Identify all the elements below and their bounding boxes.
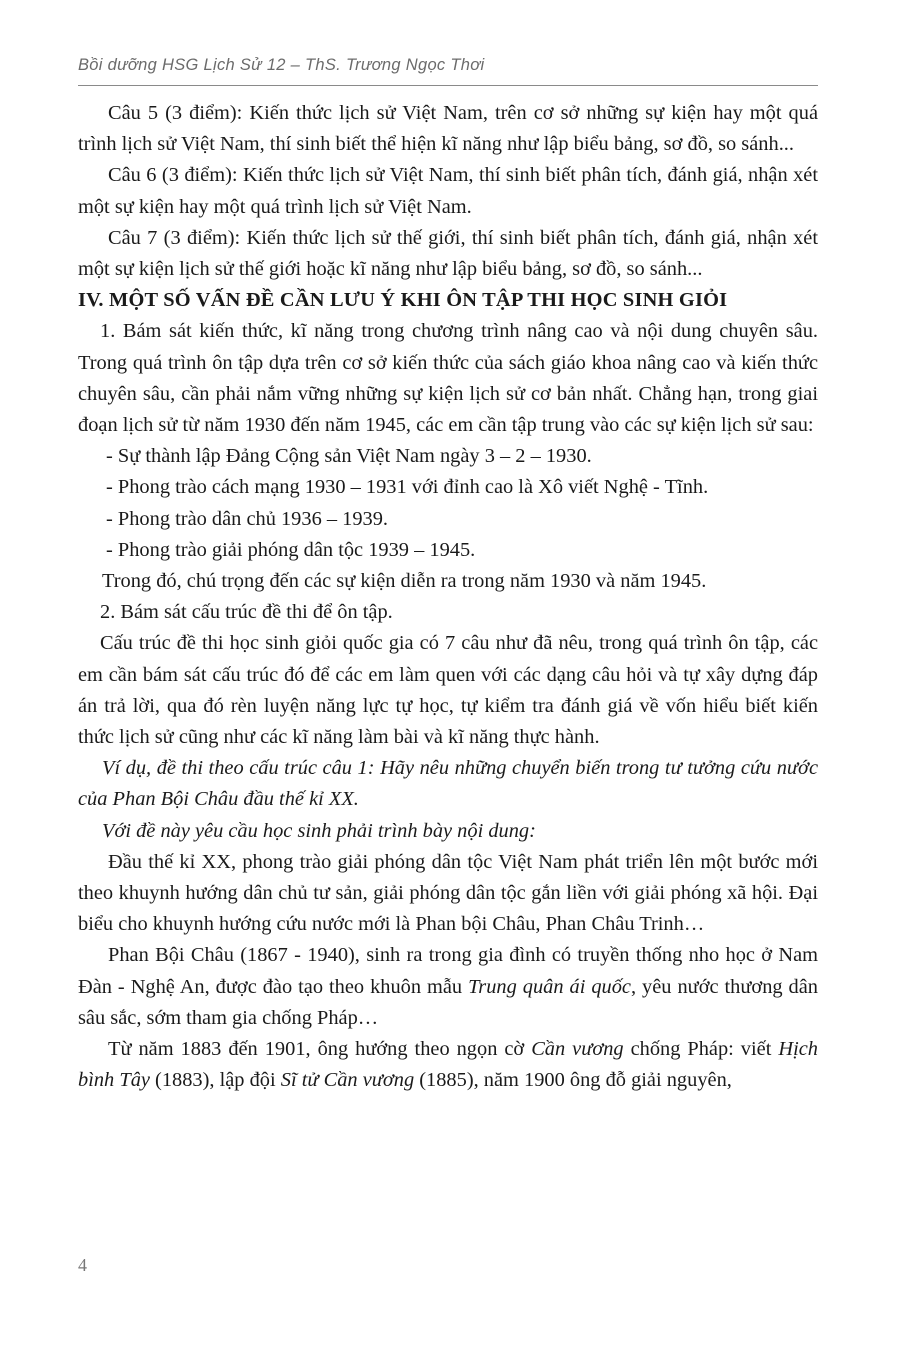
paragraph-cau-5: Câu 5 (3 điểm): Kiến thức lịch sử Việt Nam, trên cơ sở những sự kiện hay một quá trình lịch sử Việt Nam, thí sinh biết thể hiện kĩ năng như lập biểu bảng, sơ đồ, so sánh... [78, 102, 818, 156]
text-run: chống Pháp: viết [623, 1038, 779, 1061]
text-run: Phan Bội Châu (1867 - 1940), sinh ra trong gia đình có truyền thống nho học ở Nam Đàn - Nghệ An, được đào tạo theo khuôn mẫu [78, 944, 818, 998]
list-item: - Phong trào dân chủ 1936 – 1939. [106, 507, 389, 530]
paragraph-example: Ví dụ, đề thi theo cấu trúc câu 1: Hãy nêu những chuyển biến trong tư tưởng cứu nước của Phan Bội Châu đầu thế kỉ XX. [78, 757, 818, 811]
page-body [78, 98, 818, 1097]
text-run: (1883), lập đội [149, 1069, 281, 1092]
paragraph-cau-7: Câu 7 (3 điểm): Kiến thức lịch sử thế giới, thí sinh biết phân tích, đánh giá, nhận xét một sự kiện lịch sử thế giới hoặc kĩ năng như lập biểu bảng, sơ đồ, so sánh... [78, 226, 818, 281]
italic-term: Trung quân ái quốc [468, 975, 631, 998]
paragraph-early-20th-century: Đầu thế kỉ XX, phong trào giải phóng dân tộc Việt Nam phát triển lên một bước mới theo khuynh hướng dân chủ tư sản, giải phóng dân tộc gắn liền với giải phóng xã hội. Đại biểu cho khuynh hướng cứu nước mới là Phan bội Châu, Phan Châu Trinh… [78, 850, 818, 936]
paragraph-requirement: Với đề này yêu cầu học sinh phải trình bày nội dung: [102, 819, 536, 842]
italic-term: Hịch bình Tây [78, 1038, 818, 1092]
paragraph-can-vuong [78, 1034, 818, 1096]
header-divider [78, 85, 818, 86]
italic-term: Sĩ tử Cần vương [280, 1069, 415, 1092]
list-item: - Phong trào giải phóng dân tộc 1939 – 1945. [106, 538, 476, 561]
page-number: 4 [78, 1255, 87, 1275]
paragraph-cau-6: Câu 6 (3 điểm): Kiến thức lịch sử Việt Nam, thí sinh biết phân tích, đánh giá, nhận xét một sự kiện hay một quá trình lịch sử Việt Nam. [78, 164, 818, 218]
section-heading: IV. MỘT SỐ VẤN ĐỀ CẦN LƯU Ý KHI ÔN TẬP THI HỌC SINH GIỎI [78, 289, 728, 312]
running-header: Bồi dưỡng HSG Lịch Sử 12 – ThS. Trương Ngọc Thơi [78, 56, 485, 74]
text-run: Từ năm 1883 đến 1901, ông hướng theo ngọn cờ [108, 1038, 532, 1061]
text-run: (1885), năm 1900 ông đỗ giải nguyên, [414, 1069, 732, 1092]
list-item: - Sự thành lập Đảng Cộng sản Việt Nam ngày 3 – 2 – 1930. [106, 445, 592, 468]
paragraph-phan-boi-chau [78, 940, 818, 1034]
italic-term: Cần vương [531, 1038, 624, 1061]
paragraph-emphasis: Trong đó, chú trọng đến các sự kiện diễn ra trong năm 1930 và năm 1945. [102, 570, 707, 593]
paragraph-structure: Cấu trúc đề thi học sinh giỏi quốc gia có 7 câu như đã nêu, trong quá trình ôn tập, các em cần bám sát cấu trúc đó để các em làm quen với các dạng câu hỏi và tự xây dựng đáp án trả lời, qua đó rèn luyện năng lực tự học, tự kiểm tra đánh giá về vốn hiểu biết kiến thức lịch sử cũng như các kĩ năng làm bài và kĩ năng thực hành. [78, 632, 818, 749]
paragraph-point-1: 1. Bám sát kiến thức, kĩ năng trong chương trình nâng cao và nội dung chuyên sâu. Trong quá trình ôn tập dựa trên cơ sở kiến thức của sách giáo khoa nâng cao và kiến thức chuyên sâu, cần phải nắm vững những sự kiện lịch sử cơ bản nhất. Chẳng hạn, trong giai đoạn lịch sử từ năm 1930 đến năm 1945, các em cần tập trung vào các sự kiện lịch sử sau: [78, 320, 818, 437]
paragraph-point-2: 2. Bám sát cấu trúc đề thi để ôn tập. [100, 601, 393, 624]
text-run: , yêu nước thương dân sâu sắc, sớm tham gia chống Pháp… [78, 975, 818, 1029]
list-item: - Phong trào cách mạng 1930 – 1931 với đỉnh cao là Xô viết Nghệ - Tĩnh. [106, 476, 709, 499]
